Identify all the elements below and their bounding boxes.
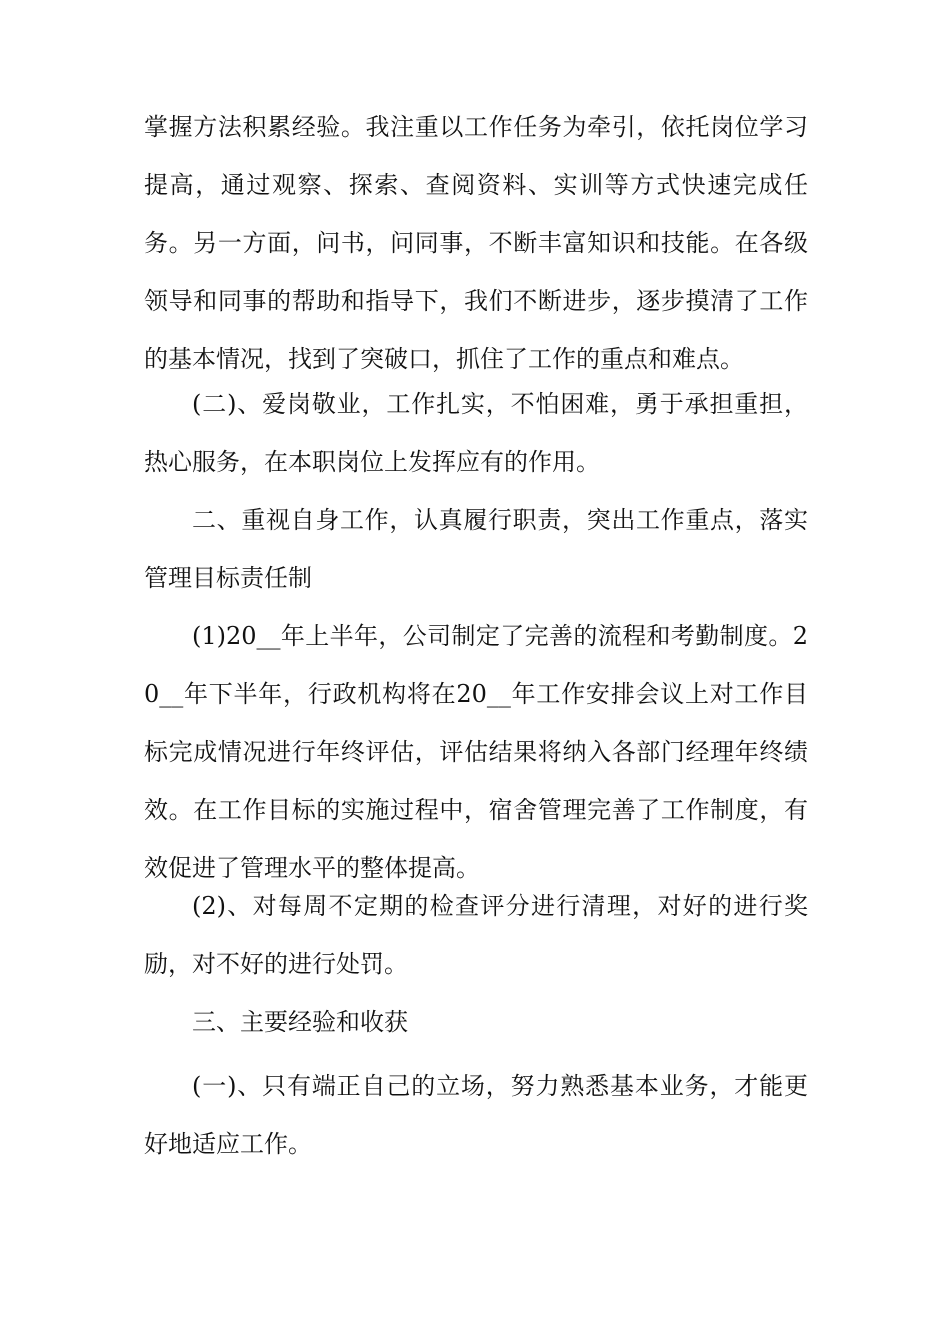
heading-section-2: 二、重视自身工作，认真履行职责，突出工作重点，落实管理目标责任制	[144, 506, 808, 592]
heading-section-3: 三、主要经验和收获	[192, 1008, 408, 1036]
paragraph-item-1: (1)20__年上半年，公司制定了完善的流程和考勤制度。20__年下半年，行政机构将在20__年工作安排会议上对工作目标完成情况进行年终评估，评估结果将纳入各部门经理年终绩效。在工作目标的实施过程中，宿舍管理完善了工作制度，有效促进了管理水平的整体提高。	[144, 622, 808, 882]
paragraph-subsection-1: (一)、只有端正自己的立场，努力熟悉基本业务，才能更好地适应工作。	[144, 1072, 808, 1158]
paragraph-item-2: (2)、对每周不定期的检查评分进行清理，对好的进行奖励，对不好的进行处罚。	[144, 892, 808, 978]
paragraph-subsection-2: (二)、爱岗敬业，工作扎实，不怕困难，勇于承担重担，热心服务，在本职岗位上发挥应有的作用。	[144, 390, 808, 476]
paragraph-continuation: 掌握方法积累经验。我注重以工作任务为牵引，依托岗位学习提高，通过观察、探索、查阅资料、实训等方式快速完成任务。另一方面，问书，问同事，不断丰富知识和技能。在各级领导和同事的帮助和指导下，我们不断进步，逐步摸清了工作的基本情况，找到了突破口，抓住了工作的重点和难点。	[144, 113, 808, 373]
